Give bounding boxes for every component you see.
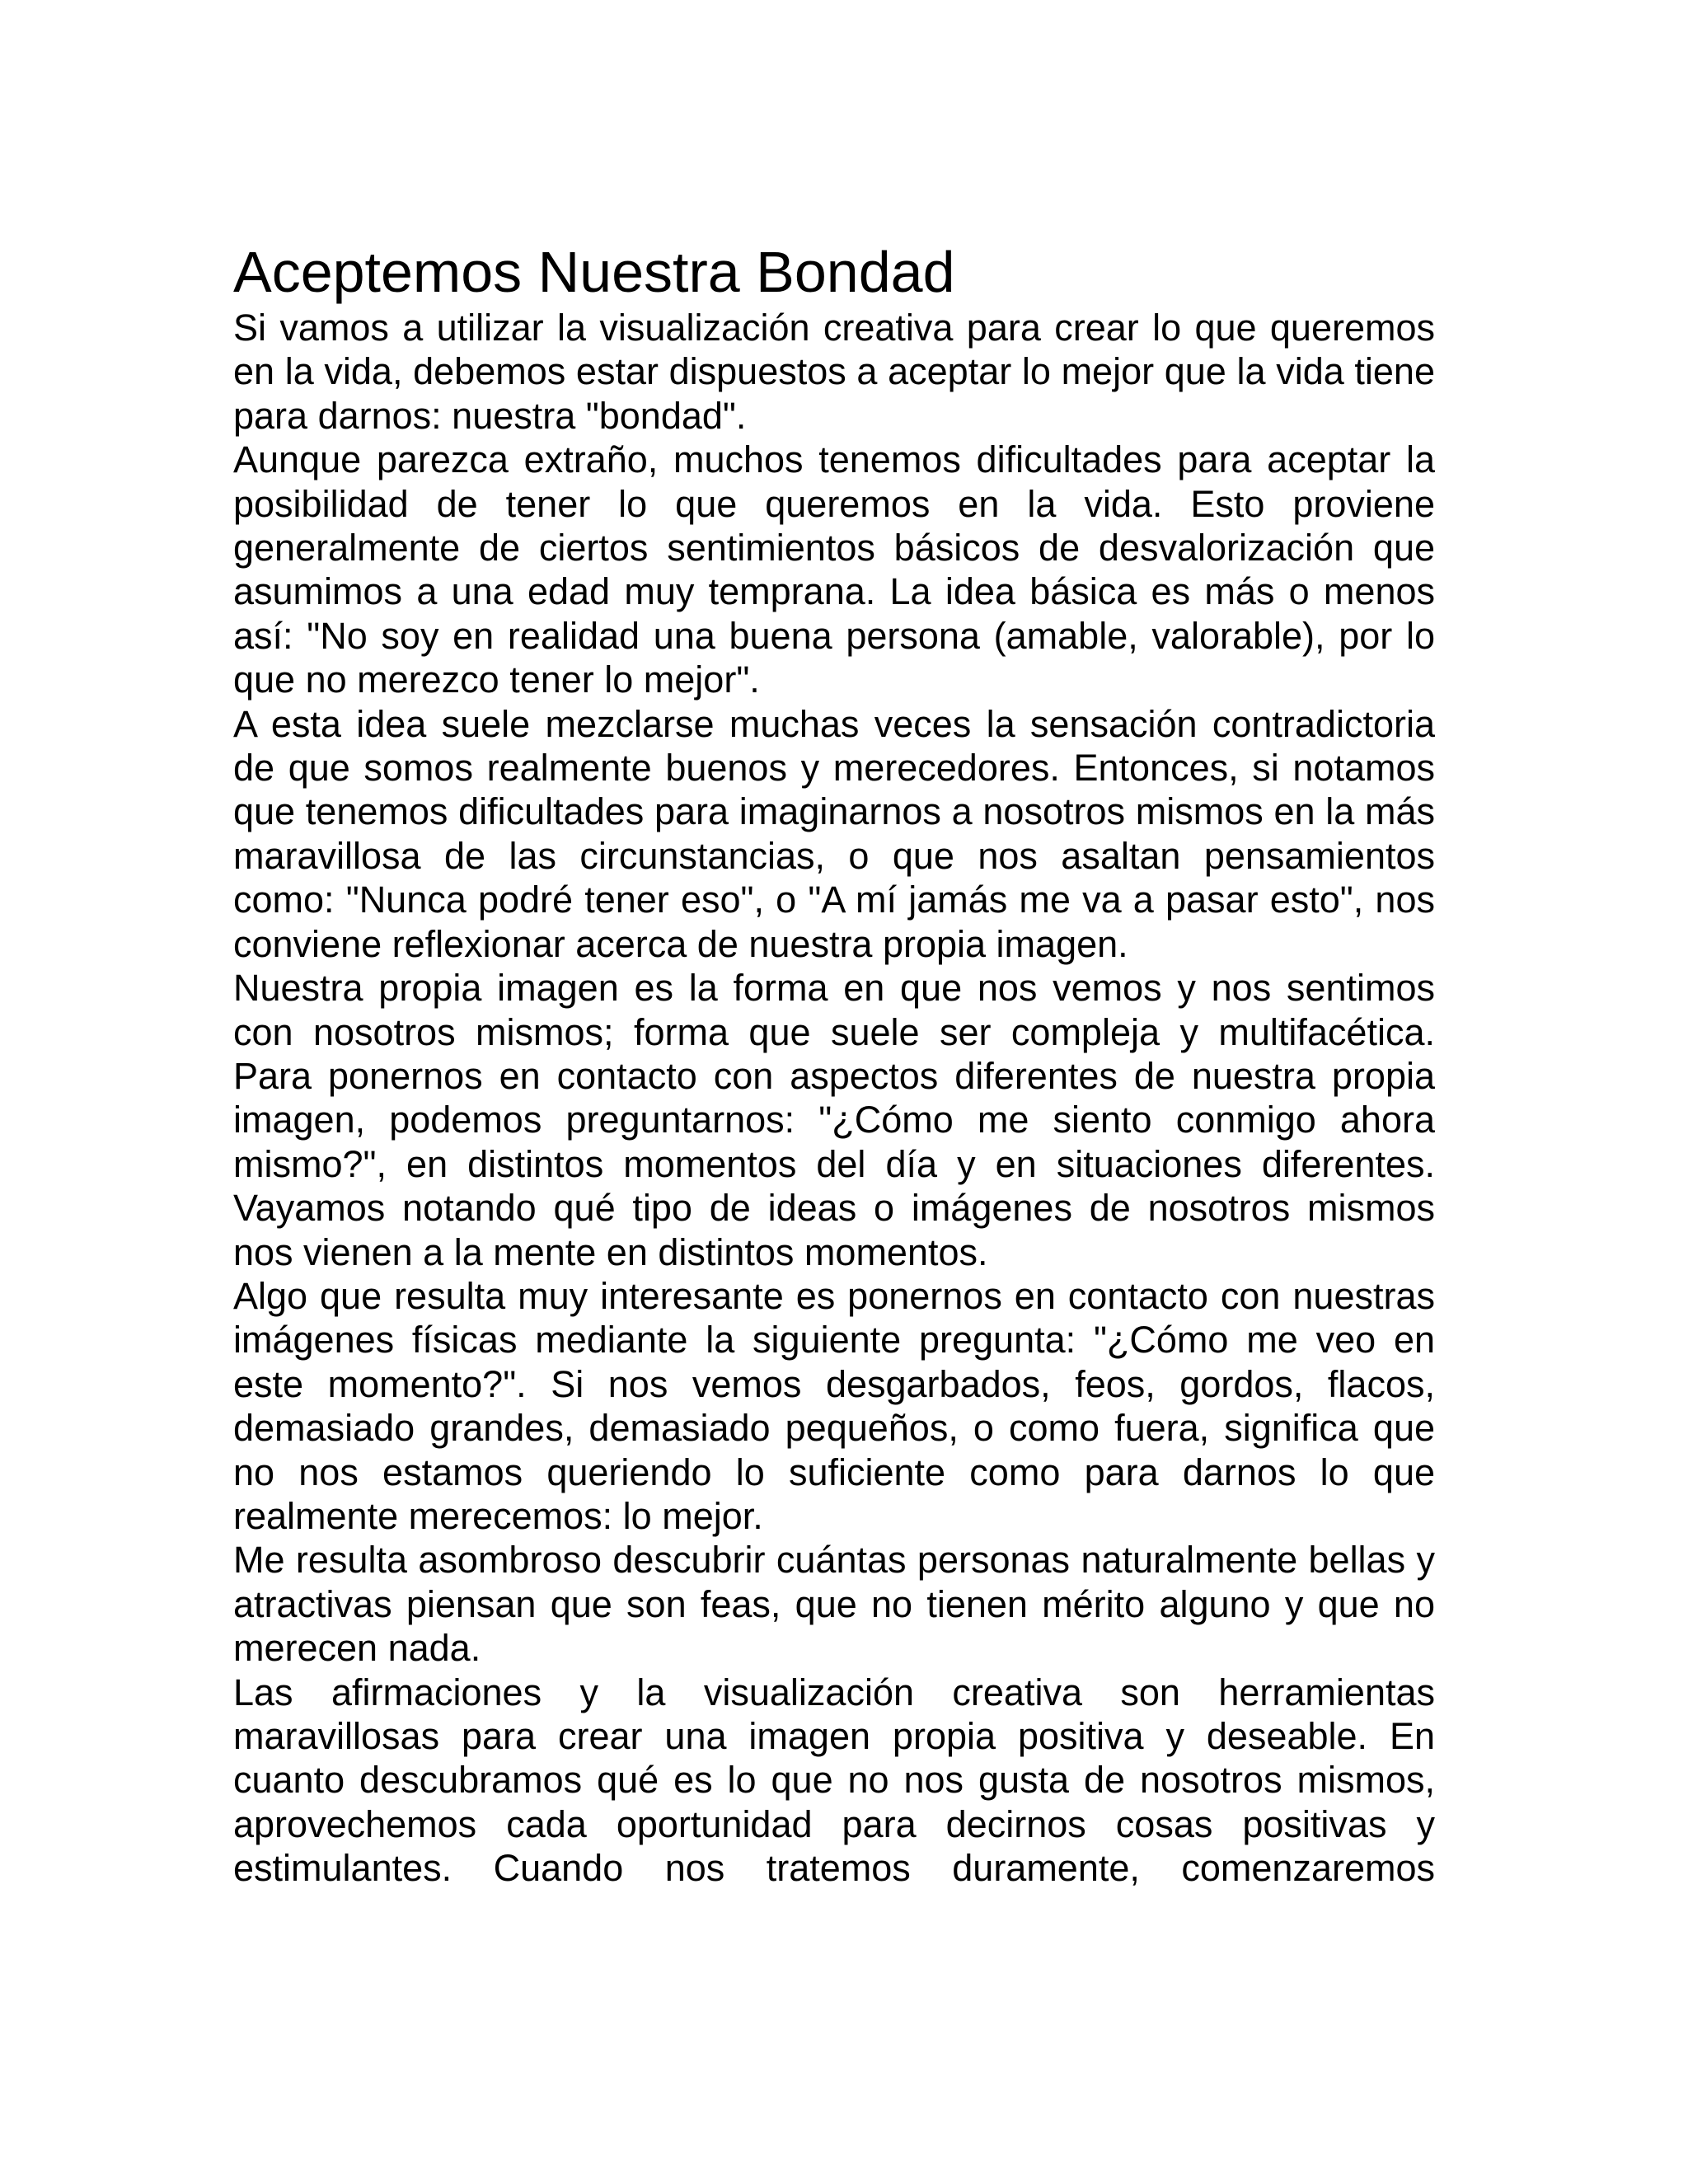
paragraph: Si vamos a utilizar la visualización creativa para crear lo que queremos en la vida, debemos estar dispuestos a aceptar lo mejor que la vida tiene para darnos: nuestra "bondad". — [233, 307, 1435, 437]
paragraph: Me resulta asombroso descubrir cuántas personas naturalmente bellas y atractivas piensan que son feas, que no tienen mérito alguno y que no merecen nada. — [233, 1539, 1435, 1670]
paragraph: Aunque parezca extraño, muchos tenemos dificultades para aceptar la posibilidad de tener lo que queremos en la vida. Esto proviene generalmente de ciertos sentimientos básicos de desvalorización que asumimos a una edad muy temprana. La idea básica es más o menos así: "No soy en realidad una buena persona (amable, valorable), por lo que no merezco tener lo mejor". — [233, 438, 1435, 701]
paragraph: Nuestra propia imagen es la forma en que nos vemos y nos sentimos con nosotros mismos; forma que suele ser compleja y multifacética. Para ponernos en contacto con aspectos diferentes de nuestra propia imagen, podemos preguntarnos: "¿Cómo me siento conmigo ahora mismo?", en distintos momentos del día y en situaciones diferentes. Vayamos notando qué tipo de ideas o imágenes de nosotros mismos nos vienen a la mente en distintos momentos. — [233, 967, 1435, 1273]
document-body — [233, 238, 1435, 1891]
paragraph: Algo que resulta muy interesante es ponernos en contacto con nuestras imágenes físicas mediante la siguiente pregunta: "¿Cómo me veo en este momento?". Si nos vemos desgarbados, feos, gordos, flacos, demasiado grandes, demasiado pequeños, o como fuera, significa que no nos estamos queriendo lo suficiente como para darnos lo que realmente merecemos: lo mejor. — [233, 1274, 1435, 1537]
paragraph-continued: Las afirmaciones y la visualización creativa son herramientas maravillosas para crear una imagen propia positiva y deseable. En cuanto descubramos qué es lo que no nos gusta de nosotros mismos, aprovechemos cada oportunidad para decirnos cosas positivas y estimulantes. Cuando nos tratemos duramente, comenzaremos — [233, 1671, 1435, 1890]
paragraph: A esta idea suele mezclarse muchas veces la sensación contradictoria de que somos realmente buenos y merecedores. Entonces, si notamos que tenemos dificultades para imaginarnos a nosotros mismos en la más maravillosa de las circunstancias, o que nos asaltan pensamientos como: "Nunca podré tener eso", o "A mí jamás me va a pasar esto", nos conviene reflexionar acerca de nuestra propia imagen. — [233, 702, 1435, 965]
document-title: Aceptemos Nuestra Bondad — [233, 240, 955, 304]
